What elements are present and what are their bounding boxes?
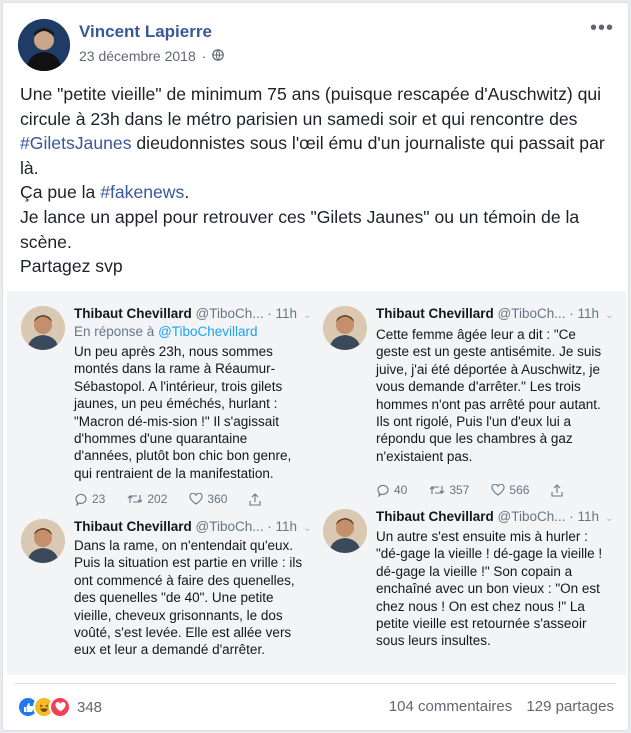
post-stats <box>379 698 614 715</box>
chevron-down-icon[interactable]: ⌄ <box>303 310 312 321</box>
post-meta: 23 décembre 2018 · <box>79 48 224 64</box>
divider <box>15 683 616 684</box>
tweet-avatar <box>323 509 367 553</box>
heart-icon <box>491 484 505 496</box>
chevron-down-icon[interactable]: ⌄ <box>605 513 614 524</box>
more-options-icon[interactable]: ••• <box>589 17 614 39</box>
retweet-button[interactable]: 202 <box>127 492 167 506</box>
reactions-summary[interactable] <box>17 696 102 718</box>
tweet-actions <box>376 483 596 497</box>
tweet-text: Cette femme âgée leur a dit : "Ce geste est un geste antisémite. Je suis juive, j'ai été déportée à Auschwitz, je vous demande d'arrêter." Les trois hommes n'ont pas arrêté pour autant. Ils ont rigolé, Puis l'un d'eux lui a répondu que les chambres à gaz n'existaient pas. <box>376 327 602 464</box>
tweet-author[interactable]: Thibaut Chevillard <box>376 306 494 321</box>
tweet-text: Un autre s'est ensuite mis à hurler : "dé-gage la vieille ! dé-gage la vieille ! dé-gage la vieille !" Son copain a enchaîné avec un bon vieux : "On est chez nous ! On est chez nous !" La petite vieille est retournée s'asseoir sous leurs insultes. <box>376 529 603 649</box>
reply-button[interactable]: 40 <box>376 483 407 497</box>
reply-icon <box>74 493 88 506</box>
tweet-avatar <box>323 306 367 350</box>
tweet-avatar <box>21 306 65 350</box>
reply-button[interactable]: 23 <box>74 492 105 506</box>
post-text: Une "petite vieille" de minimum 75 ans (puisque rescapée d'Auschwitz) qui circule à 23h dans le métro parisien un samedi soir et qui rencontre des #GiletsJaunes dieudonnistes sous l'œil ému d'un journaliste qui passait par là. Ça pue la #fakenews. Je lance un appel pour retrouver ces "Gilets Jaunes" ou un témoin de la scène. Partagez svp <box>20 84 605 277</box>
tweets-screenshot[interactable]: Thibaut Chevillard @TiboCh... · 11h ⌄ En réponse à @TiboChevillard Un peu après 23h, nous sommes montés dans la rame à Réaumur- Sébastopol. A l'intérieur, trois gilets jaunes, un peu éméchés, hurlant : "Macron dé-mis-sion !" Il s'agissait d'hommes d'une quarantaine d'années, plutôt bon chic bon genre, qui rentraient de la manifestation. 23 202 360 Thibaut Chevillard @TiboCh... · 11h ⌄ Cette femme âgée leur a dit : "Ce geste est un geste antisémite. Je suis juive, j'ai été déportée à Auschwitz, je vous demande d'arrêter." Les trois hommes n'ont pas arrêté pour autant. Ils ont rigolé, Puis l'un d'eux lui a répondu que les chambres à gaz n'existaient pas. 40 357 566 Thibaut Chevillard @TiboCh... · 11h ⌄ Dans la rame, on n'entendait qu'eux. Puis la situation est partie en vrille : ils ont commencé à faire des quenelles, des quenelles "de 40". Une petite vieille, cheveux grisonnants, le dos voûté, s'est levée. Elle est allée vers eux et leur a demandé d'arrêter. Thibaut Chevillard @TiboCh... · 11h ⌄ Un autre s'est ensuite mis à hurler : "dé-gage la vieille ! dé-gage la vieille ! dé-gage la vieille !" Son copain a enchaîné avec un bon vieux : "On est chez nous ! On est chez nous !" La petite vieille est retournée s'asseoir sous leurs insultes. <box>7 291 626 675</box>
love-reaction-icon <box>49 696 71 718</box>
tweet-author[interactable]: Thibaut Chevillard <box>74 306 192 321</box>
tweet-text: Un peu après 23h, nous sommes montés dans la rame à Réaumur- Sébastopol. A l'intérieur, trois gilets jaunes, un peu éméchés, hurlant : "Macron dé-mis-sion !" Il s'agissait d'hommes d'une quarantaine d'années, plutôt bon chic bon genre, qui rentraient de la manifestation. <box>74 344 292 481</box>
chevron-down-icon[interactable]: ⌄ <box>303 523 312 534</box>
shares-count[interactable]: 129 partages <box>526 698 614 715</box>
tweet-author[interactable]: Thibaut Chevillard <box>74 519 192 534</box>
facebook-post <box>2 2 629 731</box>
tweet-text: Dans la rame, on n'entendait qu'eux. Puis la situation est partie en vrille : ils ont commencé à faire des quenelles, des quenelles "de 40". Une petite vieille, cheveux grisonnants, le dos voûté, s'est levée. Elle est allée vers eux et leur a demandé d'arrêter. <box>74 538 303 658</box>
tweet-author[interactable]: Thibaut Chevillard <box>376 509 494 524</box>
chevron-down-icon[interactable]: ⌄ <box>605 310 614 321</box>
hashtag-gilets-jaunes[interactable]: #GiletsJaunes <box>20 133 132 154</box>
heart-icon <box>189 493 203 505</box>
like-button[interactable]: 566 <box>491 483 529 497</box>
retweet-button[interactable]: 357 <box>429 483 469 497</box>
reply-icon <box>376 484 390 497</box>
retweet-icon <box>127 493 143 505</box>
retweet-icon <box>429 484 445 496</box>
author-name[interactable]: Vincent Lapierre <box>79 22 212 41</box>
author-avatar[interactable] <box>18 19 70 71</box>
hashtag-fakenews[interactable]: #fakenews <box>100 182 185 203</box>
globe-icon <box>212 48 224 64</box>
share-icon[interactable] <box>551 484 563 497</box>
tweet-actions <box>74 492 294 506</box>
tweet-avatar <box>21 519 65 563</box>
share-icon[interactable] <box>249 493 261 506</box>
reaction-count: 348 <box>77 698 103 716</box>
comments-count[interactable]: 104 commentaires <box>388 698 513 715</box>
post-date[interactable]: 23 décembre 2018 <box>79 48 196 64</box>
like-button[interactable]: 360 <box>189 492 227 506</box>
reply-to: En réponse à @TiboChevillard <box>74 324 258 339</box>
